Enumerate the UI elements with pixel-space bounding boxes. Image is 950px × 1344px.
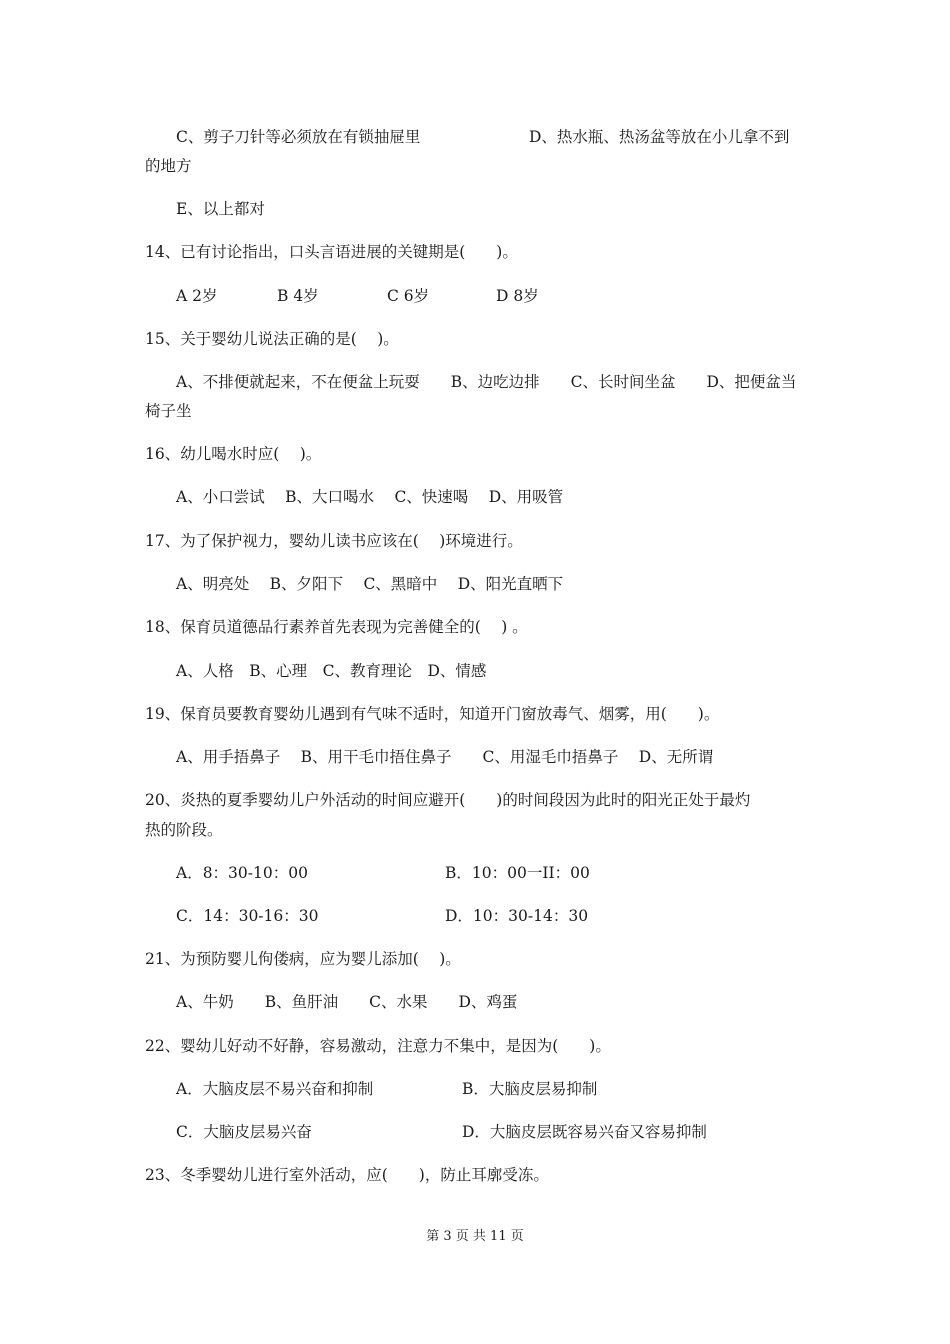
q20-option-b: B．10：00一II：00 <box>445 864 590 882</box>
q20-option-a: A．8：30-10：00 <box>176 864 308 882</box>
q19-stem: 19、保育员要教育婴幼儿遇到有气味不适时，知道开门窗放毒气、烟雾，用( )。 <box>145 705 720 723</box>
q22-option-a: A．大脑皮层不易兴奋和抑制 <box>176 1080 374 1098</box>
q22-option-d: D．大脑皮层既容易兴奋又容易抑制 <box>462 1123 707 1141</box>
q20-option-d: D．10：30-14：30 <box>445 907 589 925</box>
q16-stem: 16、幼儿喝水时应( )。 <box>145 445 322 463</box>
q15-options-wrap: 椅子坐 <box>145 402 192 420</box>
q18-options: A、人格 B、心理 C、教育理论 D、情感 <box>176 662 487 680</box>
q18-stem: 18、保育员道德品行素养首先表现为完善健全的( ) 。 <box>145 618 528 636</box>
q20-stem: 20、炎热的夏季婴幼儿户外活动的时间应避开( )的时间段因为此时的阳光正处于最灼 <box>145 791 751 809</box>
q13-option-c: C、剪子刀针等必须放在有锁抽屉里 <box>176 128 421 146</box>
q13-option-e: E、以上都对 <box>176 200 265 218</box>
q22-option-c: C．大脑皮层易兴奋 <box>176 1123 312 1141</box>
q14-option-b: B 4岁 <box>277 287 319 305</box>
q21-options: A、牛奶 B、鱼肝油 C、水果 D、鸡蛋 <box>176 993 518 1011</box>
q14-option-a: A 2岁 <box>176 287 218 305</box>
q17-options: A、明亮处 B、夕阳下 C、黑暗中 D、阳光直晒下 <box>176 575 564 593</box>
q14-stem: 14、已有讨论指出，口头言语进展的关键期是( )。 <box>145 243 518 261</box>
q15-stem: 15、关于婴幼儿说法正确的是( )。 <box>145 330 399 348</box>
q17-stem: 17、为了保护视力，婴幼儿读书应该在( )环境进行。 <box>145 532 523 550</box>
q14-option-c: C 6岁 <box>387 287 430 305</box>
q22-stem: 22、婴幼儿好动不好静，容易激动，注意力不集中，是因为( )。 <box>145 1037 611 1055</box>
q13-option-d: D、热水瓶、热汤盆等放在小儿拿不到 <box>529 128 790 146</box>
page-footer: 第 3 页 共 11 页 <box>426 1229 524 1244</box>
q22-option-b: B．大脑皮层易抑制 <box>462 1080 598 1098</box>
q16-options: A、小口尝试 B、大口喝水 C、快速喝 D、用吸管 <box>176 488 564 506</box>
q20-option-c: C．14：30-16：30 <box>176 907 319 925</box>
q14-option-d: D 8岁 <box>496 287 539 305</box>
q20-stem-wrap: 热的阶段。 <box>145 821 223 839</box>
q21-stem: 21、为预防婴儿佝偻病，应为婴儿添加( )。 <box>145 950 461 968</box>
q19-options: A、用手捂鼻子 B、用干毛巾捂住鼻子 C、用湿毛巾捂鼻子 D、无所谓 <box>176 748 714 766</box>
q23-stem: 23、冬季婴幼儿进行室外活动，应( )，防止耳廓受冻。 <box>145 1166 549 1184</box>
q15-options: A、不排便就起来，不在便盆上玩耍 B、边吃边排 C、长时间坐盆 D、把便盆当 <box>176 373 797 391</box>
q13-option-d-wrap: 的地方 <box>145 157 192 175</box>
